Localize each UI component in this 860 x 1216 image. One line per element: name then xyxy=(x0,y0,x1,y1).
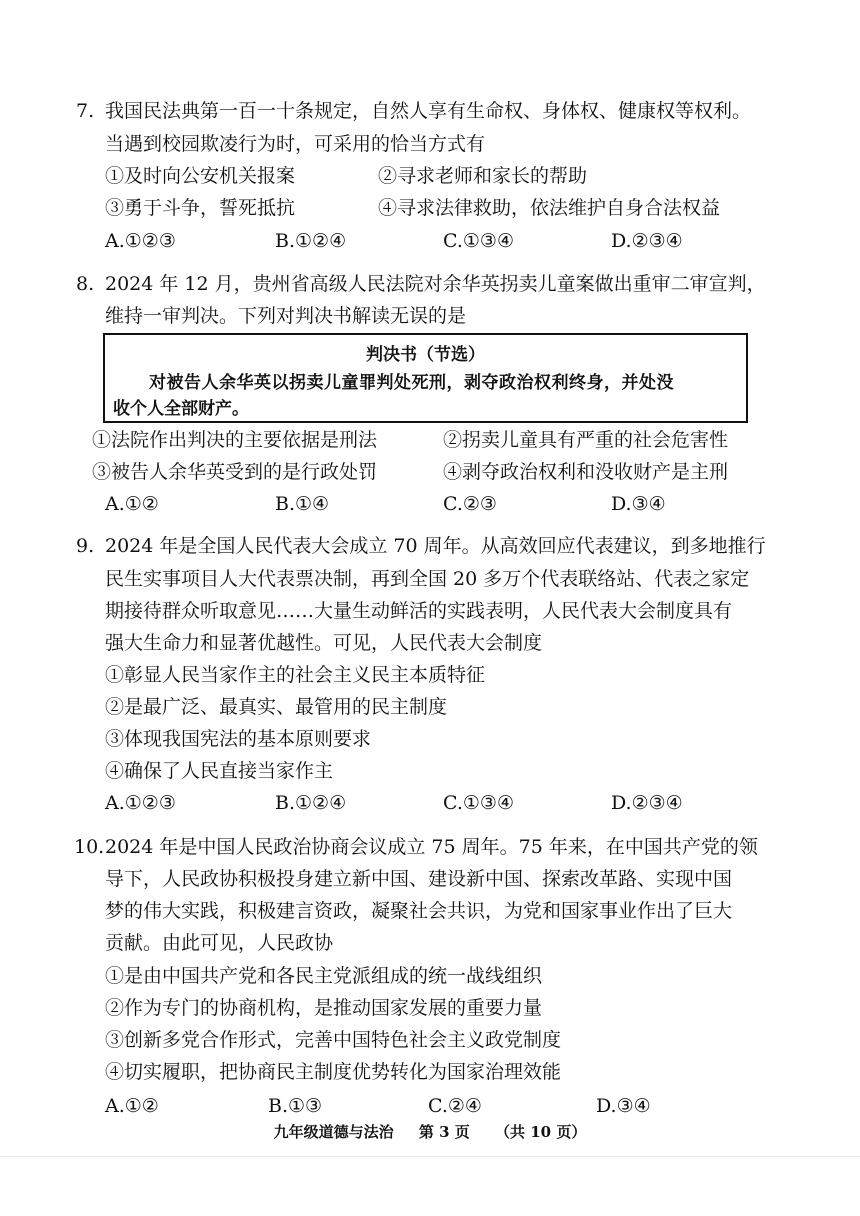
question-9-item-1: ①彰显人民当家作主的社会主义民主本质特征 xyxy=(105,664,486,686)
judgment-excerpt-line-1: 对被告人余华英以拐卖儿童罪判处死刑，剥夺政治权利终身，并处没 xyxy=(149,373,674,393)
question-7-item-4: ④寻求法律救助，依法维护自身合法权益 xyxy=(378,197,721,219)
question-10-option-a: A.①② xyxy=(105,1095,159,1117)
question-7-stem-line-2: 当遇到校园欺凌行为时，可采用的恰当方式有 xyxy=(105,133,486,155)
footer-subject: 九年级道德与法治 xyxy=(273,1123,394,1141)
question-9-item-2: ②是最广泛、最真实、最管用的民主制度 xyxy=(105,696,448,718)
question-7-item-1: ①及时向公安机关报案 xyxy=(105,165,296,187)
question-8-option-b: B.①④ xyxy=(275,493,330,515)
question-9-number: 9. xyxy=(76,535,95,557)
question-10-stem-line-4: 贡献。由此可见，人民政协 xyxy=(105,932,334,954)
question-7-option-c: C.①③④ xyxy=(443,230,514,252)
question-7-option-b: B.①②④ xyxy=(275,230,347,252)
question-10-number: 10. xyxy=(74,836,105,858)
question-9-option-c: C.①③④ xyxy=(443,792,514,814)
question-9-option-b: B.①②④ xyxy=(275,792,347,814)
question-10-item-1: ①是由中国共产党和各民主党派组成的统一战线组织 xyxy=(105,965,543,987)
question-9-option-d: D.②③④ xyxy=(611,792,683,814)
question-10-stem-line-2: 导下，人民政协积极投身建立新中国、建设新中国、探索改革路、实现中国 xyxy=(105,868,733,890)
question-7-option-d: D.②③④ xyxy=(611,230,683,252)
question-9-stem-line-2: 民生实事项目人大代表票决制，再到全国 20 多万个代表联络站、代表之家定 xyxy=(105,568,750,590)
question-7-number: 7. xyxy=(76,100,95,122)
question-7-item-2: ②寻求老师和家长的帮助 xyxy=(378,165,588,187)
question-10-stem-line-3: 梦的伟大实践，积极建言资政，凝聚社会共识，为党和国家事业作出了巨大 xyxy=(105,900,733,922)
question-10-item-3: ③创新多党合作形式，完善中国特色社会主义政党制度 xyxy=(105,1029,562,1051)
page-bottom-divider xyxy=(0,1156,860,1157)
question-10-option-c: C.②④ xyxy=(428,1095,482,1117)
question-8-item-1: ①法院作出判决的主要依据是刑法 xyxy=(92,429,378,451)
question-8-stem-line-2: 维持一审判决。下列对判决书解读无误的是 xyxy=(105,305,467,327)
question-7-stem-line-1: 我国民法典第一百一十条规定，自然人享有生命权、身体权、健康权等权利。 xyxy=(105,100,752,122)
question-10-option-b: B.①③ xyxy=(268,1095,323,1117)
question-7-item-3: ③勇于斗争，誓死抵抗 xyxy=(105,197,296,219)
question-8-option-d: D.③④ xyxy=(611,493,666,515)
question-10-stem-line-1: 2024 年是中国人民政治协商会议成立 75 周年。75 年来，在中国共产党的领 xyxy=(105,836,758,858)
question-10-option-d: D.③④ xyxy=(596,1095,651,1117)
question-8-item-3: ③被告人余华英受到的是行政处罚 xyxy=(92,461,378,483)
judgment-excerpt-box xyxy=(103,333,748,423)
footer-page-number: 第 3 页 xyxy=(418,1123,470,1141)
question-9-stem-line-4: 强大生命力和显著优越性。可见，人民代表大会制度 xyxy=(105,632,543,654)
question-8-option-a: A.①② xyxy=(105,493,159,515)
question-9-stem-line-3: 期接待群众听取意见……大量生动鲜活的实践表明，人民代表大会制度具有 xyxy=(105,600,733,622)
question-8-number: 8. xyxy=(76,273,95,295)
question-9-stem-line-1: 2024 年是全国人民代表大会成立 70 周年。从高效回应代表建议，到多地推行 xyxy=(105,535,766,557)
page-footer xyxy=(0,1121,860,1143)
question-10-item-2: ②作为专门的协商机构，是推动国家发展的重要力量 xyxy=(105,997,543,1019)
judgment-excerpt-line-2: 收个人全部财产。 xyxy=(113,399,249,419)
question-9-option-a: A.①②③ xyxy=(105,792,176,814)
question-10-item-4: ④切实履职，把协商民主制度优势转化为国家治理效能 xyxy=(105,1061,562,1083)
question-9-item-3: ③体现我国宪法的基本原则要求 xyxy=(105,728,372,750)
question-8-item-2: ②拐卖儿童具有严重的社会危害性 xyxy=(443,429,729,451)
question-9-item-4: ④确保了人民直接当家作主 xyxy=(105,760,334,782)
footer-total-pages: （共 10 页） xyxy=(495,1123,587,1141)
question-8-stem-line-1: 2024 年 12 月，贵州省高级人民法院对余华英拐卖儿童案做出重审二审宣判， xyxy=(105,273,766,295)
question-8-item-4: ④剥夺政治权利和没收财产是主刑 xyxy=(443,461,729,483)
judgment-excerpt-title: 判决书（节选） xyxy=(366,345,485,365)
question-8-option-c: C.②③ xyxy=(443,493,497,515)
question-7-option-a: A.①②③ xyxy=(105,230,176,252)
